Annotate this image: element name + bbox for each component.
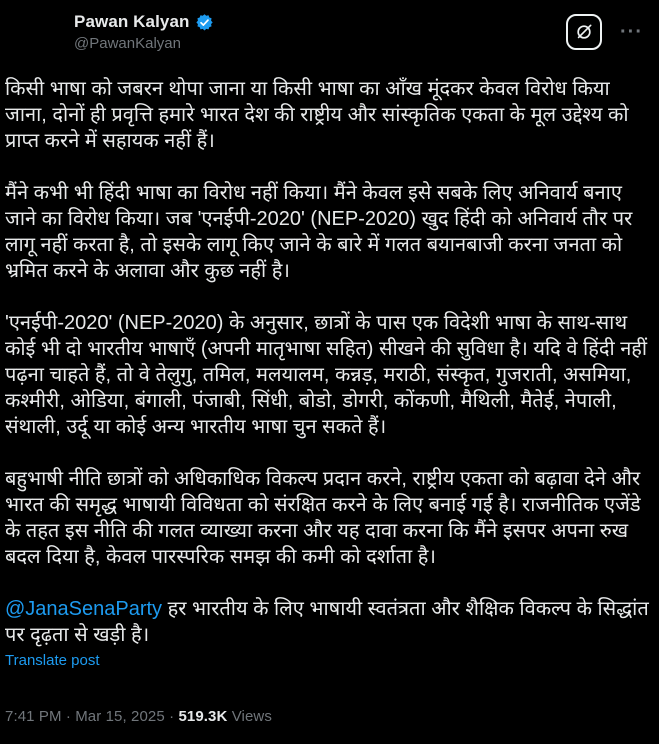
- meta-separator: ·: [164, 708, 179, 725]
- tweet-paragraph-with-mention: [5, 596, 651, 648]
- author-name-row: [74, 12, 566, 32]
- author-display-name[interactable]: Pawan Kalyan: [74, 12, 190, 31]
- tweet-time: 7:41 PM: [5, 708, 62, 725]
- grok-icon: [574, 22, 594, 42]
- tweet-date: Mar 15, 2025: [75, 708, 165, 725]
- tweet-meta-row: [5, 708, 272, 725]
- grok-button[interactable]: [566, 14, 602, 50]
- header-actions: [566, 10, 645, 50]
- mention-link-janasenaparty[interactable]: @JanaSenaParty: [5, 598, 163, 620]
- author-handle[interactable]: @PawanKalyan: [74, 35, 181, 52]
- tweet-paragraph: किसी भाषा को जबरन थोपा जाना या किसी भाषा का आँख मूंदकर केवल विरोध किया जाना, दोनों ही प्रवृत्ति हमारे भारत देश की राष्ट्रीय और सांस्कृतिक एकता के मूल उद्देश्य को प्राप्त करने में सहायक नहीं हैं।: [5, 78, 629, 152]
- mention-paragraph-text: हर भारतीय के लिए भाषायी स्वतंत्रता और शैक्षिक विकल्प के सिद्धांत पर दृढ़ता से खड़ी है।: [5, 598, 649, 646]
- tweet-paragraph: मैंने कभी भी हिंदी भाषा का विरोध नहीं किया। मैंने केवल इसे सबके लिए अनिवार्य बनाए जाने का विरोध किया। जब 'एनईपी-2020' (NEP-2020) खुद हिंदी को अनिवार्य तौर पर लागू नहीं करता है, तो इसके लागू किए जाने के बारे में गलत बयानबाजी करना जनता को भ्रमित करने के अलावा और कुछ नहीं है।: [5, 182, 633, 282]
- tweet-paragraph: बहुभाषी नीति छात्रों को अधिकाधिक विकल्प प्रदान करने, राष्ट्रीय एकता को बढ़ावा देने और भारत की समृद्ध भाषायी विविधता को संरक्षित करने के लिए बनाई गई है। राजनीतिक एजेंडे के तहत इस नीति की गलत व्याख्या करना और यह दावा करना कि मैंने इसपर अपना रुख बदल दिया है, केवल पारस्परिक समझ की कमी को दर्शाता है।: [5, 468, 641, 568]
- avatar[interactable]: [14, 10, 62, 58]
- tweet-header: [0, 0, 659, 58]
- views-count: 519.3K: [178, 708, 228, 725]
- translate-post-link[interactable]: Translate post: [5, 652, 100, 669]
- tweet-body: [0, 58, 659, 648]
- meta-separator: ·: [61, 708, 76, 725]
- tweet-paragraph: 'एनईपी-2020' (NEP-2020) के अनुसार, छात्रों के पास एक विदेशी भाषा के साथ-साथ कोई भी दो भारतीय भाषाएँ (अपनी मातृभाषा सहित) सीखने की सुविधा है। यदि वे हिंदी नहीं पढ़ना चाहते हैं, तो वे तेलुगु, तमिल, मलयालम, कन्नड़, मराठी, संस्कृत, गुजराती, असमिया, कश्मीरी, ओडिया, बंगाली, पंजाबी, सिंधी, बोडो, डोगरी, कोंकणी, मैथिली, मैतेई, नेपाली, संथाली, उर्दू या कोई अन्य भारतीय भाषा चुन सकते हैं।: [5, 312, 648, 438]
- more-options-button[interactable]: ···: [618, 18, 645, 46]
- author-block: [74, 10, 566, 52]
- verified-badge-icon: [195, 13, 214, 32]
- views-label: Views: [227, 708, 272, 725]
